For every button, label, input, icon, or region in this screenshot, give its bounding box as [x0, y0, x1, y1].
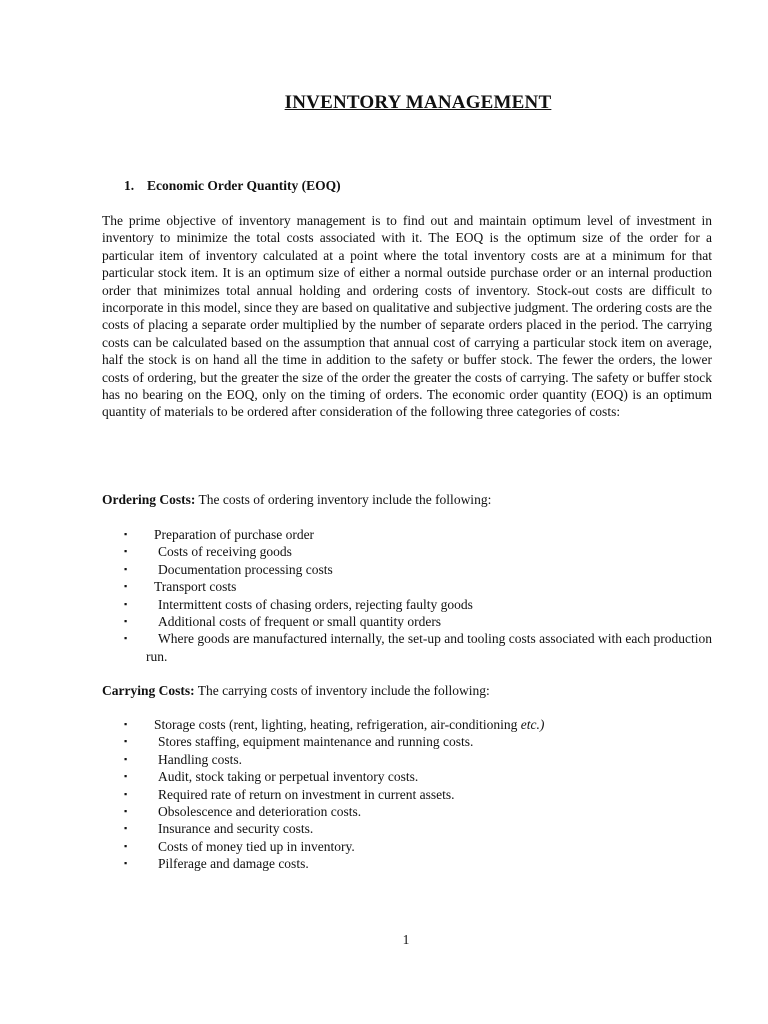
list-item: ▪ Costs of money tied up in inventory.: [124, 838, 355, 854]
carrying-costs-list: [102, 716, 712, 873]
bullet-icon: ▪: [124, 616, 128, 627]
list-item: ▪ Documentation processing costs: [124, 561, 333, 577]
list-item: ▪ Preparation of purchase order: [124, 527, 315, 542]
list-item: ▪ Additional costs of frequent or small quantity orders: [124, 614, 442, 630]
bullet-icon: ▪: [124, 633, 128, 644]
page-title: INVENTORY MANAGEMENT: [284, 92, 552, 113]
bullet-icon: ▪: [124, 529, 128, 539]
ordering-costs-label: Ordering Costs:: [102, 492, 196, 507]
carrying-costs-label: Carrying Costs:: [102, 683, 195, 698]
bullet-icon: ▪: [124, 823, 128, 834]
section-heading: [124, 178, 341, 194]
ordering-costs-intro: The costs of ordering inventory include the following:: [195, 492, 492, 507]
list-item: ▪ Insurance and security costs.: [124, 821, 314, 837]
section-number: 1.: [124, 178, 135, 193]
bullet-icon: ▪: [124, 858, 128, 869]
page-number: 1: [402, 932, 410, 947]
bullet-icon: ▪: [124, 840, 128, 851]
list-item: ▪ Obsolescence and deterioration costs.: [124, 804, 362, 820]
list-item: ▪ Required rate of return on investment in current assets.: [124, 786, 455, 802]
list-item: ▪ Intermittent costs of chasing orders, rejecting faulty goods: [124, 596, 473, 612]
list-item: ▪ Storage costs (rent, lighting, heating, refrigeration, air-conditioning etc.): [124, 717, 545, 732]
ordering-costs-heading: [102, 491, 712, 508]
bullet-icon: ▪: [124, 563, 128, 574]
ordering-costs-list: [102, 526, 712, 665]
list-item: ▪ Handling costs.: [124, 751, 242, 767]
bullet-icon: ▪: [124, 806, 128, 817]
list-item: ▪ Where goods are manufactured internally, the set-up and tooling costs associated with each production run.: [124, 631, 712, 664]
bullet-icon: ▪: [124, 581, 128, 592]
bullet-icon: ▪: [124, 736, 128, 747]
carrying-costs-intro: The carrying costs of inventory include the following:: [194, 683, 490, 698]
list-item: ▪ Transport costs: [124, 579, 237, 595]
bullet-icon: ▪: [124, 788, 128, 799]
body-paragraph: The prime objective of inventory management is to find out and maintain optimum level of investment in inventory to minimize the total costs associated with it. The EOQ is the optimum size of the order for a particular item of inventory calculated at a point where the total inventory costs are at a minimum for that particular stock item. It is an optimum size of either a normal outside purchase order or an internal production order that minimizes total annual holding and ordering costs of inventory. Stock-out costs are difficult to incorporate in this model, since they are based on qualitative and subjective judgment. The ordering costs are the costs of placing a separate order multiplied by the number of separate orders placed in the period. The carrying costs can be calculated based on the assumption that annual cost of carrying a particular stock item on average, half the stock is on hand all the time in addition to the safety or buffer stock. The fewer the orders, the lower costs of ordering, but the greater the size of the order the greater the costs of carrying. The safety or buffer stock has no bearing on the EOQ, only on the timing of orders. The economic order quantity (EOQ) is an optimum quantity of materials to be ordered after consideration of the following three categories of costs:: [102, 213, 712, 420]
list-item: ▪ Pilferage and damage costs.: [124, 856, 309, 872]
section-heading-text: Economic Order Quantity (EOQ): [147, 178, 341, 193]
list-item: ▪ Stores staffing, equipment maintenance and running costs.: [124, 734, 474, 750]
bullet-icon: ▪: [124, 771, 128, 782]
bullet-icon: ▪: [124, 598, 128, 609]
carrying-costs-heading: [102, 682, 712, 699]
bullet-icon: ▪: [124, 719, 128, 729]
bullet-icon: ▪: [124, 546, 128, 557]
bullet-icon: ▪: [124, 753, 128, 764]
list-item: ▪ Costs of receiving goods: [124, 544, 292, 560]
list-item: ▪ Audit, stock taking or perpetual inventory costs.: [124, 769, 419, 785]
